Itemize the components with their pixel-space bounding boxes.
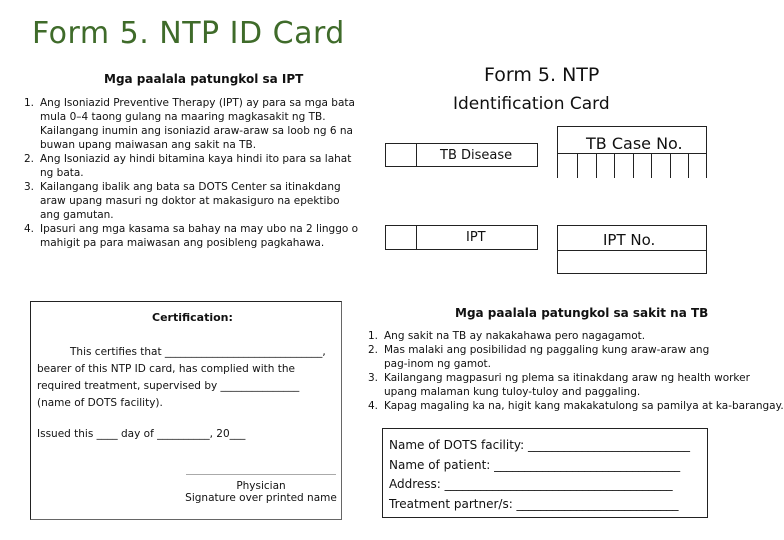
reminder-line: Kailangang inumin ang isoniazid araw-araw sa loob ng 6 na	[40, 125, 353, 137]
patient-info-box	[382, 428, 708, 518]
reminder-item	[24, 222, 359, 250]
treatment-partner-field[interactable]: Treatment partner/s: ___________________________	[389, 496, 679, 511]
signature-line	[186, 474, 336, 475]
reminder-number: 1.	[368, 330, 379, 342]
reminder-line: buwan upang maiwasan ang sakit na TB.	[40, 139, 257, 151]
reminder-item	[368, 343, 713, 371]
ipt-no-field	[558, 250, 706, 251]
card-header-line2: Identification Card	[453, 94, 610, 114]
reminder-line: upang malaman kung tuloy-tuloy and paggaling.	[384, 386, 641, 398]
slide-title: Form 5. NTP ID Card	[32, 16, 345, 51]
card-header-line1: Form 5. NTP	[484, 64, 600, 86]
tb-case-no-cells	[558, 153, 706, 178]
ipt-reminders-list	[24, 96, 359, 250]
certification-box	[30, 301, 342, 520]
tb-reminders-heading: Mga paalala patungkol sa sakit na TB	[455, 306, 709, 320]
tb-disease-label: TB Disease	[440, 148, 513, 163]
reminder-line: Ang Isoniazid ay hindi bitamina kaya hindi ito para sa lahat	[40, 153, 352, 165]
case-cell-divider	[633, 154, 634, 178]
reminder-number: 3.	[368, 372, 379, 384]
ipt-notes	[24, 96, 359, 250]
reminder-item	[368, 399, 784, 413]
reminder-line: Kailangang magpasuri ng plema sa itinakdang araw ng health worker	[384, 372, 750, 384]
address-field[interactable]: Address: ______________________________________	[389, 477, 673, 491]
reminder-number: 1.	[24, 97, 35, 109]
cert-line-2: bearer of this NTP ID card, has complied with the	[37, 363, 295, 375]
reminder-item	[368, 329, 713, 343]
cert-issued: Issued this ____ day of __________, 20___	[37, 428, 246, 440]
reminder-line: ang gamutan.	[40, 209, 114, 221]
reminder-line: Ang Isoniazid Preventive Therapy (IPT) ay para sa mga bata	[40, 97, 355, 109]
dots-facility-field[interactable]: Name of DOTS facility: ___________________________	[389, 438, 691, 452]
reminder-line: Mas malaki ang posibilidad ng paggaling kung araw-araw ang	[384, 344, 710, 356]
tb-disease-checkbox[interactable]	[386, 144, 417, 166]
reminder-number: 2.	[24, 153, 35, 165]
reminder-line: Ipasuri ang mga kasama sa bahay na may ubo na 2 linggo o	[40, 223, 359, 235]
ipt-reminders-heading: Mga paalala patungkol sa IPT	[104, 72, 304, 86]
cert-line-3: required treatment, supervised by _______________	[37, 380, 300, 392]
reminder-line: Kapag magaling ka na, higit kang makakatulong sa pamilya at ka-barangay.	[384, 400, 784, 412]
reminder-number: 4.	[24, 223, 35, 235]
reminder-line: araw upang masuri ng doktor at makasiguro na epektibo	[40, 195, 340, 207]
certification-body	[37, 344, 337, 412]
tb-notes	[368, 329, 784, 413]
patient-name-field[interactable]: Name of patient: _______________________________	[389, 457, 681, 472]
reminder-line: ng bata.	[40, 167, 84, 179]
ipt-no-label: IPT No.	[603, 231, 656, 249]
reminder-item	[24, 152, 354, 180]
reminder-line: mahigit pa para maiwasan ang posibleng pagkahawa.	[40, 237, 325, 249]
case-cell-divider	[688, 154, 689, 178]
tb-disease-row	[385, 143, 538, 167]
case-cell-divider	[614, 154, 615, 178]
case-cell-divider	[596, 154, 597, 178]
reminder-item	[24, 96, 354, 152]
reminder-item	[368, 371, 750, 399]
signature-caption: Signature over printed name	[185, 492, 337, 504]
ipt-row	[385, 225, 538, 250]
certification-heading: Certification:	[152, 311, 233, 324]
reminder-number: 3.	[24, 181, 35, 193]
reminder-number: 2.	[368, 344, 379, 356]
ipt-checkbox[interactable]	[386, 226, 417, 249]
reminder-line: Ang sakit na TB ay nakakahawa pero nagagamot.	[384, 330, 646, 342]
reminder-line: pag-inom ng gamot.	[384, 358, 491, 370]
reminder-item	[24, 180, 354, 222]
case-cell-divider	[670, 154, 671, 178]
reminder-line: mula 0–4 taong gulang na maaring magkasakit ng TB.	[40, 111, 326, 123]
tb-reminders-list	[368, 329, 784, 413]
cert-line-4: (name of DOTS facility).	[37, 397, 163, 409]
patient-info-lines	[389, 436, 690, 514]
cert-line-1: This certifies that ______________________________,	[70, 346, 326, 358]
reminder-line: Kailangang ibalik ang bata sa DOTS Center sa itinakdang	[40, 181, 341, 193]
ipt-no-box[interactable]	[557, 225, 707, 274]
tb-case-no-box[interactable]	[557, 126, 707, 178]
reminder-number: 4.	[368, 400, 379, 412]
case-cell-divider	[651, 154, 652, 178]
tb-case-no-label: TB Case No.	[586, 134, 683, 153]
case-cell-divider	[577, 154, 578, 178]
signature-physician: Physician	[236, 480, 286, 492]
ipt-label: IPT	[466, 230, 486, 245]
